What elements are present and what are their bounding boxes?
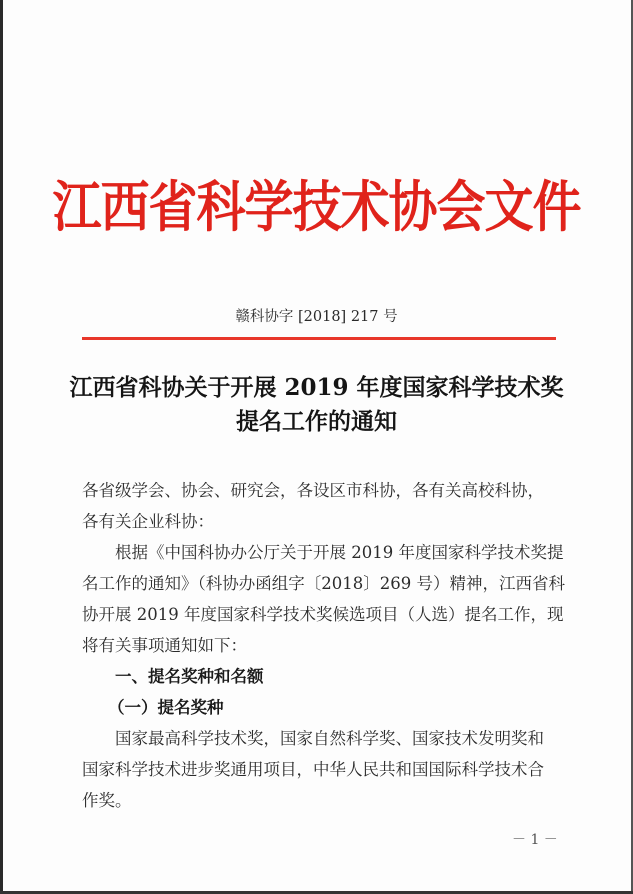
body-line-paragraph-1: 根据《中国科协办公厅关于开展 2019 年度国家科学技术奖提	[115, 543, 564, 562]
body-line-paragraph-3: 协开展 2019 年度国家科学技术奖候选项目（人选）提名工作，现	[82, 605, 564, 624]
subsection-heading-1: （一）提名奖种	[108, 698, 224, 717]
section-heading-1: 一、提名奖种和名额	[115, 667, 264, 686]
body-line-paragraph-4: 将有关事项通知如下：	[82, 636, 247, 655]
page-left-edge	[0, 0, 3, 894]
notice-title-line-2: 提名工作的通知	[236, 408, 397, 435]
body-line-paragraph-2: 名工作的通知》（科协办函组字〔2018〕269 号）精神，江西省科	[82, 574, 565, 593]
document-number: 赣科协字 [2018] 217 号	[235, 309, 398, 325]
notice-title-line-1: 江西省科协关于开展 2019 年度国家科学技术奖	[69, 374, 564, 401]
red-separator-line	[82, 337, 556, 340]
body-line-awards-1: 国家最高科学技术奖，国家自然科学奖、国家技术发明奖和	[115, 729, 544, 748]
page-number: － 1 －	[512, 832, 558, 848]
body-line-awards-3: 作奖。	[82, 791, 132, 810]
body-line-recipients-2: 各有关企业科协：	[82, 512, 214, 531]
organization-header-title: 江西省科学技术协会文件	[52, 175, 581, 240]
body-line-recipients-1: 各省级学会、协会、研究会，各设区市科协，各有关高校科协，	[82, 481, 544, 500]
body-line-awards-2: 国家科学技术进步奖通用项目，中华人民共和国国际科学技术合	[82, 760, 544, 779]
